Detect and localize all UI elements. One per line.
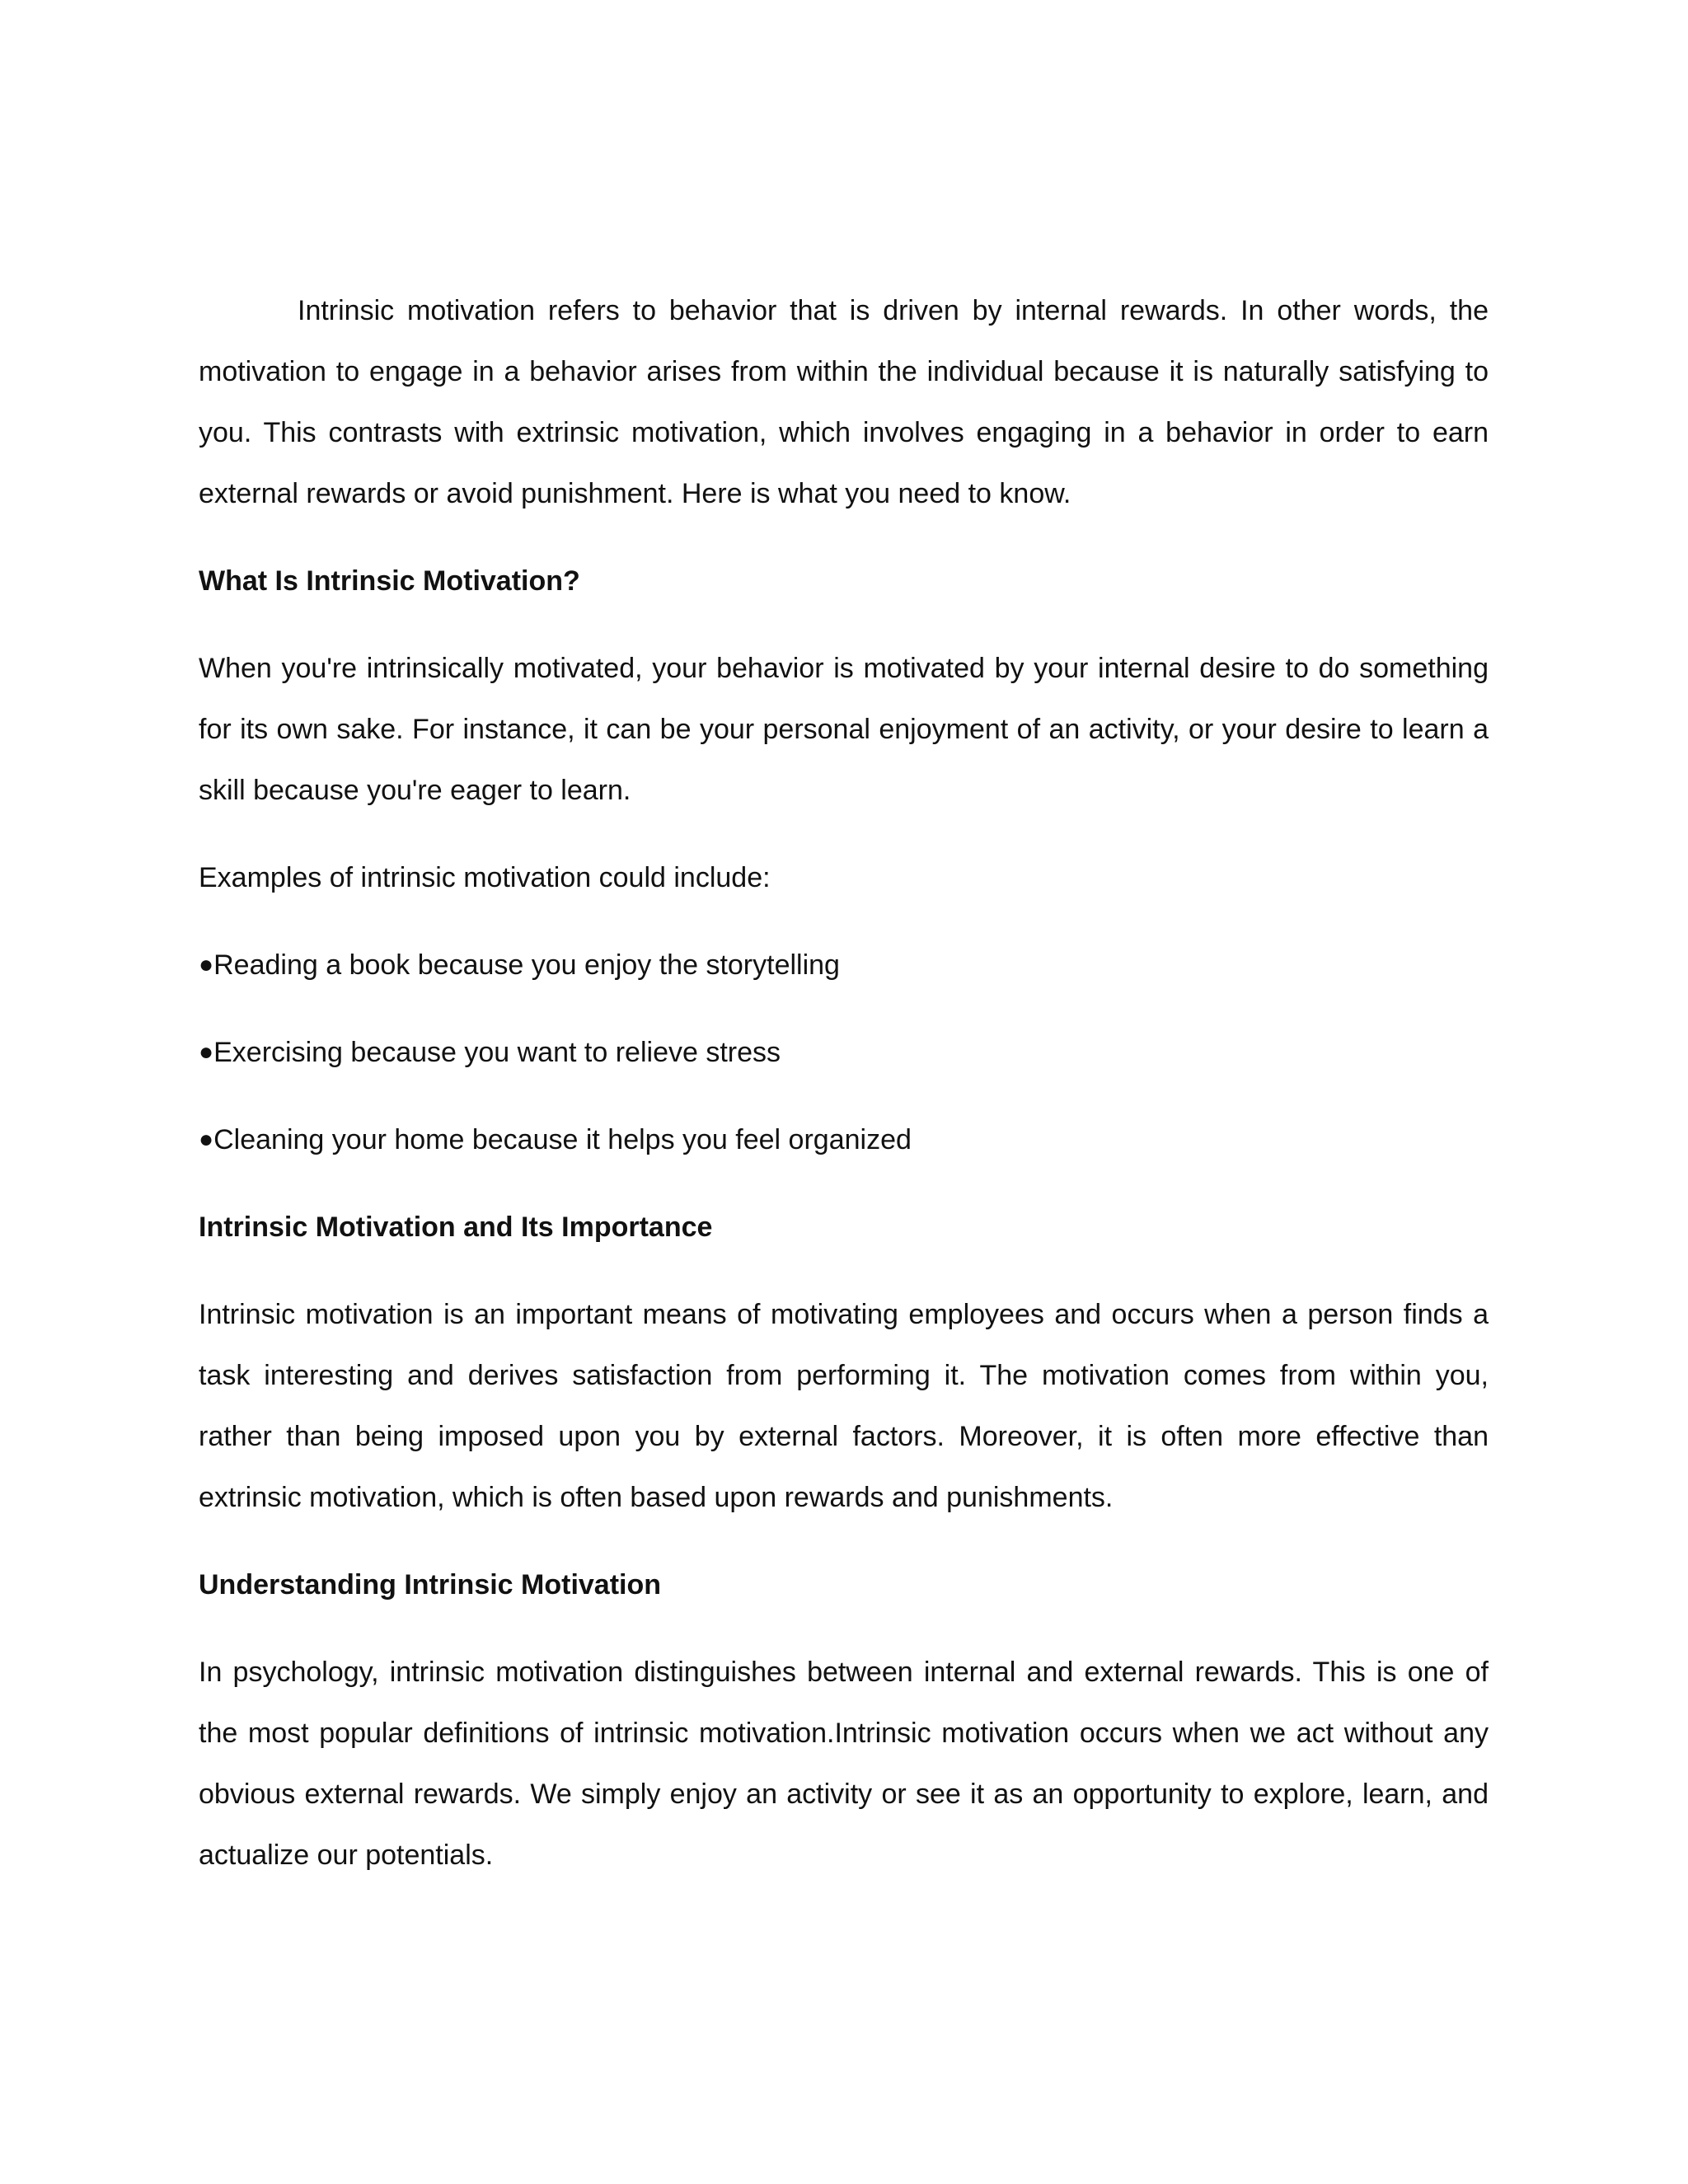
- example-text: Exercising because you want to relieve stress: [213, 1037, 781, 1068]
- section-heading-understanding: Understanding Intrinsic Motivation: [199, 1569, 662, 1601]
- bullet-icon: ●: [199, 1038, 214, 1066]
- example-list-item: [199, 935, 1489, 996]
- intro-paragraph: Intrinsic motivation refers to behavior that is driven by internal rewards. In other words, the motivation to engage in a behavior arises from within the individual because it is naturally satisfying to you. This contrasts with extrinsic motivation, which involves engaging in a behavior in order to earn external rewards or avoid punishment. Here is what you need to know.: [199, 295, 1489, 509]
- document-body: [199, 280, 1489, 1886]
- section-heading-what-is: What Is Intrinsic Motivation?: [199, 565, 580, 597]
- section-paragraph-what-is: When you're intrinsically motivated, your behavior is motivated by your internal desire to do something for its own sake. For instance, it can be your personal enjoyment of an activity, or your desire to learn a skill because you're eager to learn.: [199, 653, 1489, 806]
- section-paragraph-understanding: In psychology, intrinsic motivation distinguishes between internal and external rewards. This is one of the most popular definitions of intrinsic motivation.Intrinsic motivation occurs when we act without any obvious external rewards. We simply enjoy an activity or see it as an opportunity to explore, learn, and actualize our potentials.: [199, 1657, 1489, 1871]
- bullet-icon: ●: [199, 951, 214, 978]
- example-list-item: [199, 1022, 1489, 1083]
- examples-intro: Examples of intrinsic motivation could include:: [199, 862, 771, 893]
- example-list-item: [199, 1109, 1489, 1170]
- example-text: Reading a book because you enjoy the storytelling: [213, 949, 840, 981]
- section-paragraph-importance: Intrinsic motivation is an important means of motivating employees and occurs when a person finds a task interesting and derives satisfaction from performing it. The motivation comes from within you, rather than being imposed upon you by external factors. Moreover, it is often more effective than extrinsic motivation, which is often based upon rewards and punishments.: [199, 1299, 1489, 1513]
- example-text: Cleaning your home because it helps you feel organized: [213, 1124, 912, 1155]
- section-heading-importance: Intrinsic Motivation and Its Importance: [199, 1212, 713, 1243]
- bullet-icon: ●: [199, 1126, 214, 1153]
